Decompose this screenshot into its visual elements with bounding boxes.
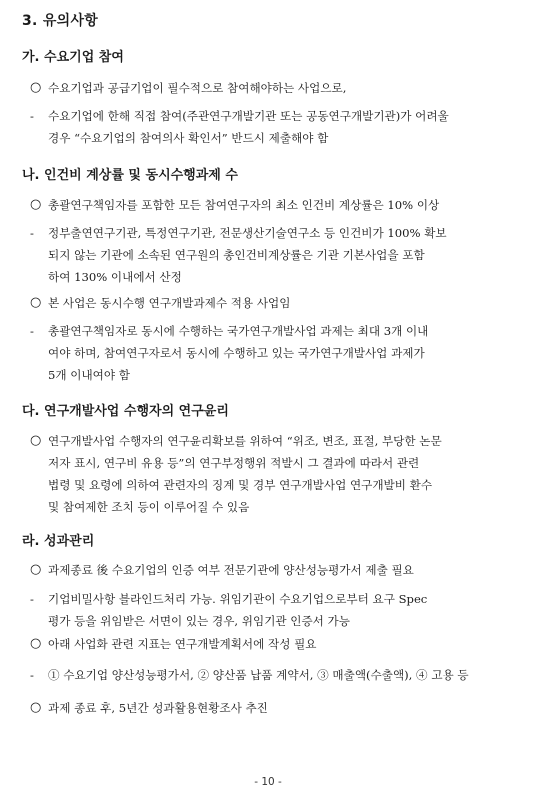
- circle-bullet-icon: ○: [30, 80, 42, 95]
- dash-bullet: -: [30, 324, 34, 338]
- item-line: 수요기업과 공급기업이 필수적으로 참여해야하는 사업으로,: [48, 81, 347, 95]
- item-line: 총괄연구책임자를 포함한 모든 참여연구자의 최소 인건비 계상률은 10% 이상: [48, 198, 440, 212]
- item-line: 평가 등을 위임받은 서면이 있는 경우, 위임기관 인증서 가능: [48, 614, 350, 628]
- section-heading-labor-cost: 나. 인건비 계상률 및 동시수행과제 수: [22, 168, 238, 183]
- circle-bullet-icon: ○: [30, 197, 42, 212]
- page-number: - 10 -: [254, 776, 282, 788]
- item-line: 총괄연구책임자로 동시에 수행하는 국가연구개발사업 과제는 최대 3개 이내: [48, 324, 429, 338]
- circle-bullet-icon: ○: [30, 433, 42, 448]
- item-line: 아래 사업화 관련 지표는 연구개발계획서에 작성 필요: [48, 637, 317, 651]
- item-line: 5개 이내여야 함: [48, 368, 130, 382]
- item-line: 여야 하며, 참여연구자로서 동시에 수행하고 있는 국가연구개발사업 과제가: [48, 346, 425, 360]
- item-line: 수요기업에 한해 직접 참여(주관연구개발기관 또는 공동연구개발기관)가 어려울: [48, 109, 449, 123]
- item-line: 되지 않는 기관에 소속된 연구원의 총인건비계상률은 기관 기본사업을 포함: [48, 248, 425, 262]
- item-line: 및 참여제한 조치 등이 이루어질 수 있음: [48, 500, 250, 514]
- item-line: 정부출연연구기관, 특정연구기관, 전문생산기술연구소 등 인건비가 100% 확보: [48, 226, 447, 240]
- item-line: ① 수요기업 양산성능평가서, ② 양산품 납품 계약서, ③ 매출액(수출액), ④ 고용 등: [48, 668, 469, 682]
- dash-bullet: -: [30, 109, 34, 123]
- section-heading-performance: 라. 성과관리: [22, 534, 95, 549]
- item-line: 연구개발사업 수행자의 연구윤리확보를 위하여 “위조, 변조, 표절, 부당한 논문: [48, 434, 442, 448]
- circle-bullet-icon: ○: [30, 700, 42, 715]
- item-line: 과제종료 後 수요기업의 인증 여부 전문기관에 양산성능평가서 제출 필요: [48, 563, 414, 577]
- circle-bullet-icon: ○: [30, 295, 42, 310]
- page-title: 3. 유의사항: [22, 13, 99, 29]
- section-heading-research-ethics: 다. 연구개발사업 수행자의 연구윤리: [22, 404, 229, 419]
- item-line: 과제 종료 후, 5년간 성과활용현황조사 추진: [48, 701, 268, 715]
- dash-bullet: -: [30, 668, 34, 682]
- dash-bullet: -: [30, 592, 34, 606]
- item-line: 경우 “수요기업의 참여의사 확인서” 반드시 제출해야 함: [48, 131, 329, 145]
- item-line: 하여 130% 이내에서 산정: [48, 270, 182, 284]
- dash-bullet: -: [30, 226, 34, 240]
- item-line: 기업비밀사항 블라인드처리 가능. 위임기관이 수요기업으로부터 요구 Spec: [48, 592, 428, 606]
- section-heading-participation: 가. 수요기업 참여: [22, 50, 124, 65]
- item-line: 법령 및 요령에 의하여 관련자의 징계 및 경부 연구개발사업 연구개발비 환수: [48, 478, 433, 492]
- circle-bullet-icon: ○: [30, 562, 42, 577]
- circle-bullet-icon: ○: [30, 636, 42, 651]
- item-line: 본 사업은 동시수행 연구개발과제수 적용 사업임: [48, 296, 291, 310]
- item-line: 저자 표시, 연구비 유용 등”의 연구부정행위 적발시 그 결과에 따라서 관련: [48, 456, 420, 470]
